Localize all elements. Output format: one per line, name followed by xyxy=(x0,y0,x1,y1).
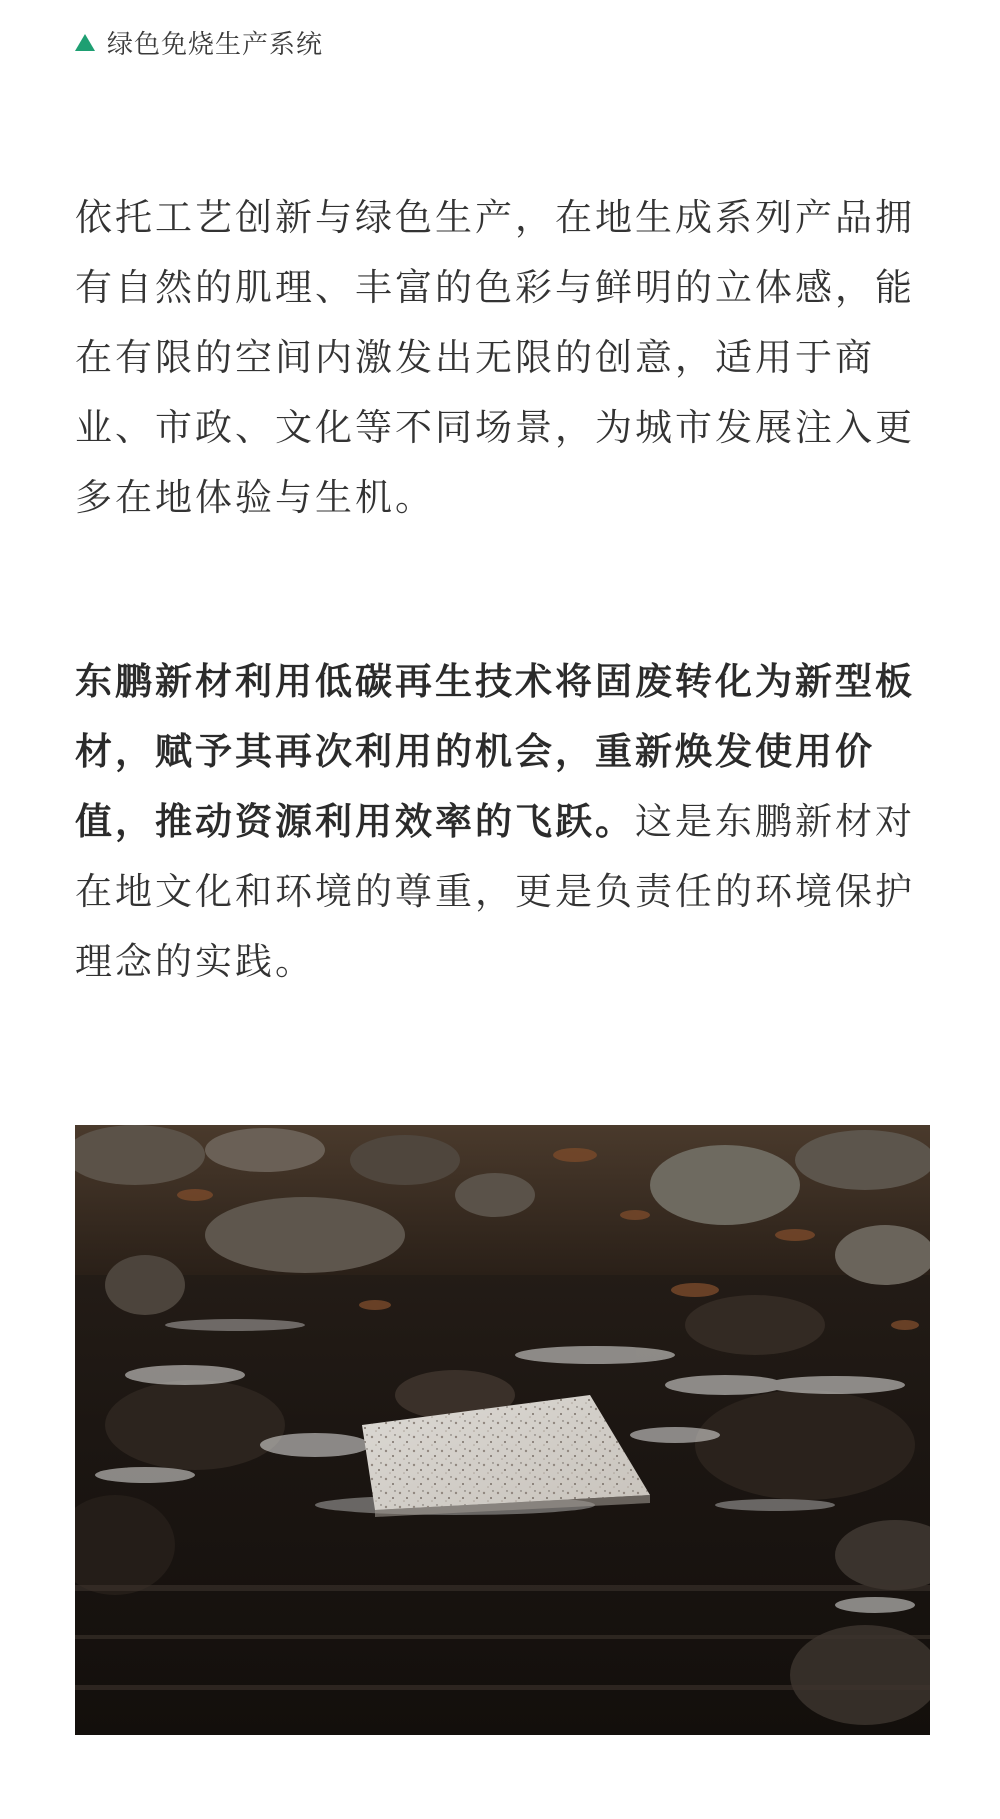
technology-paragraph xyxy=(75,647,935,997)
technology-paragraph-bold: 东鹏新材利用低碳再生技术将固废转化为新型板材，赋予其再次利用的机会，重新焕发使用价值，推动资源利用效率的飞跃。 xyxy=(75,660,915,843)
section-header xyxy=(75,26,323,58)
stream-scene-illustration xyxy=(75,1125,930,1735)
section-title: 绿色免烧生产系统 xyxy=(107,29,324,60)
intro-paragraph-text: 依托工艺创新与绿色生产，在地生成系列产品拥有自然的肌理、丰富的色彩与鲜明的立体感，能在有限的空间内激发出无限的创意，适用于商业、市政、文化等不同场景，为城市发展注入更多在地体验与生机。 xyxy=(75,196,915,519)
triangle-marker-icon xyxy=(75,34,95,51)
intro-paragraph xyxy=(75,183,935,533)
technology-paragraph-regular: 这是东鹏新材对在地文化和环境的尊重，更是负责任的环境保护理念的实践。 xyxy=(75,800,915,983)
product-photo xyxy=(75,1125,930,1735)
